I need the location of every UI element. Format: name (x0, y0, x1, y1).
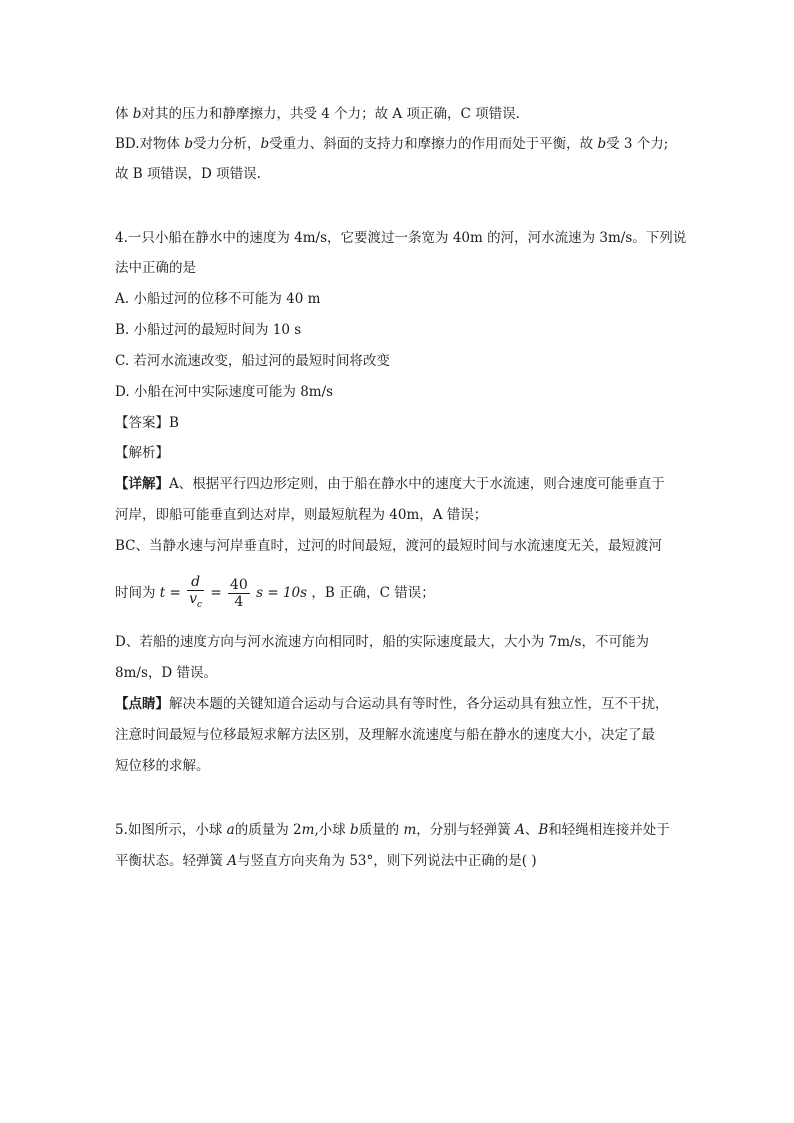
q4-tip-3: 短位移的求解。 (115, 758, 210, 774)
detail-label: 【详解】 (115, 476, 169, 492)
q4-analysis-label: 【解析】 (115, 445, 169, 461)
q4-answer: 【答案】B (115, 415, 179, 431)
q4-tip-2: 注意时间最短与位移最短求解方法区别，及理解水流速度与船在静水的速度大小，决定了最 (115, 727, 655, 743)
prev-line-2: BD.对物体 b受力分析，b受重力、斜面的支持力和摩擦力的作用而处于平衡，故 b受 3 个力; (115, 136, 669, 152)
q4-tip-1: 【点睛】解决本题的关键知道合运动与合运动具有等时性，各分运动具有独立性，互不干扰， (115, 696, 669, 712)
q4-detail-4: D、若船的速度方向与河水流速方向相同时，船的实际速度最大，大小为 7m/s，不可能为 (115, 634, 649, 650)
prev-line-1: 体 b对其的压力和静摩擦力，共受 4 个力；故 A 项正确，C 项错误. (115, 106, 520, 122)
q4-detail-3: BC、当静水速与河岸垂直时，过河的时间最短，渡河的最短时间与水流速度无关，最短渡河 (115, 538, 662, 554)
prev-line-3: 故 B 项错误，D 项错误. (115, 166, 261, 182)
formula-t: t = (159, 585, 181, 601)
fraction-d-over-vc: $\frac{d}{v_c}$ (187, 574, 204, 614)
q4-detail-5: 8m/s，D 错误。 (115, 665, 217, 681)
q4-option-d: D. 小船在河中实际速度可能为 8m/s (115, 384, 334, 400)
q4-formula-line: 时间为 t = $\frac{d}{v_c}$ = $\frac{40}{4}$ s = 10s ，B 正确，C 错误； (115, 573, 435, 613)
q5-stem-2: 平衡状态。轻弹簧 A与竖直方向夹角为 53°，则下列说法中正确的是( ) (115, 853, 537, 869)
q4-detail-1: 【详解】A、根据平行四边形定则，由于船在静水中的速度大于水流速，则合速度可能垂直于 (115, 476, 665, 492)
fraction-40-over-4: $\frac{40}{4}$ (230, 576, 248, 610)
formula-result: s = 10s (256, 585, 308, 601)
q4-detail-2: 河岸，即船可能垂直到达对岸，则最短航程为 40m，A 错误； (115, 507, 488, 523)
tip-label: 【点睛】 (115, 696, 169, 712)
q4-option-c: C. 若河水流速改变，船过河的最短时间将改变 (115, 353, 390, 369)
q4-stem-2: 法中正确的是 (115, 260, 196, 276)
q4-option-a: A. 小船过河的位移不可能为 40 m (115, 291, 321, 307)
q4-stem-1: 4.一只小船在静水中的速度为 4m/s，它要渡过一条宽为 40m 的河，河水流速为 3m/s。下列说 (115, 230, 687, 246)
q5-stem-1: 5.如图所示，小球 a的质量为 2m,小球 b质量的 m，分别与轻弹簧 A、B和轻绳相连接并处于 (115, 822, 670, 838)
q4-option-b: B. 小船过河的最短时间为 10 s (115, 322, 302, 338)
